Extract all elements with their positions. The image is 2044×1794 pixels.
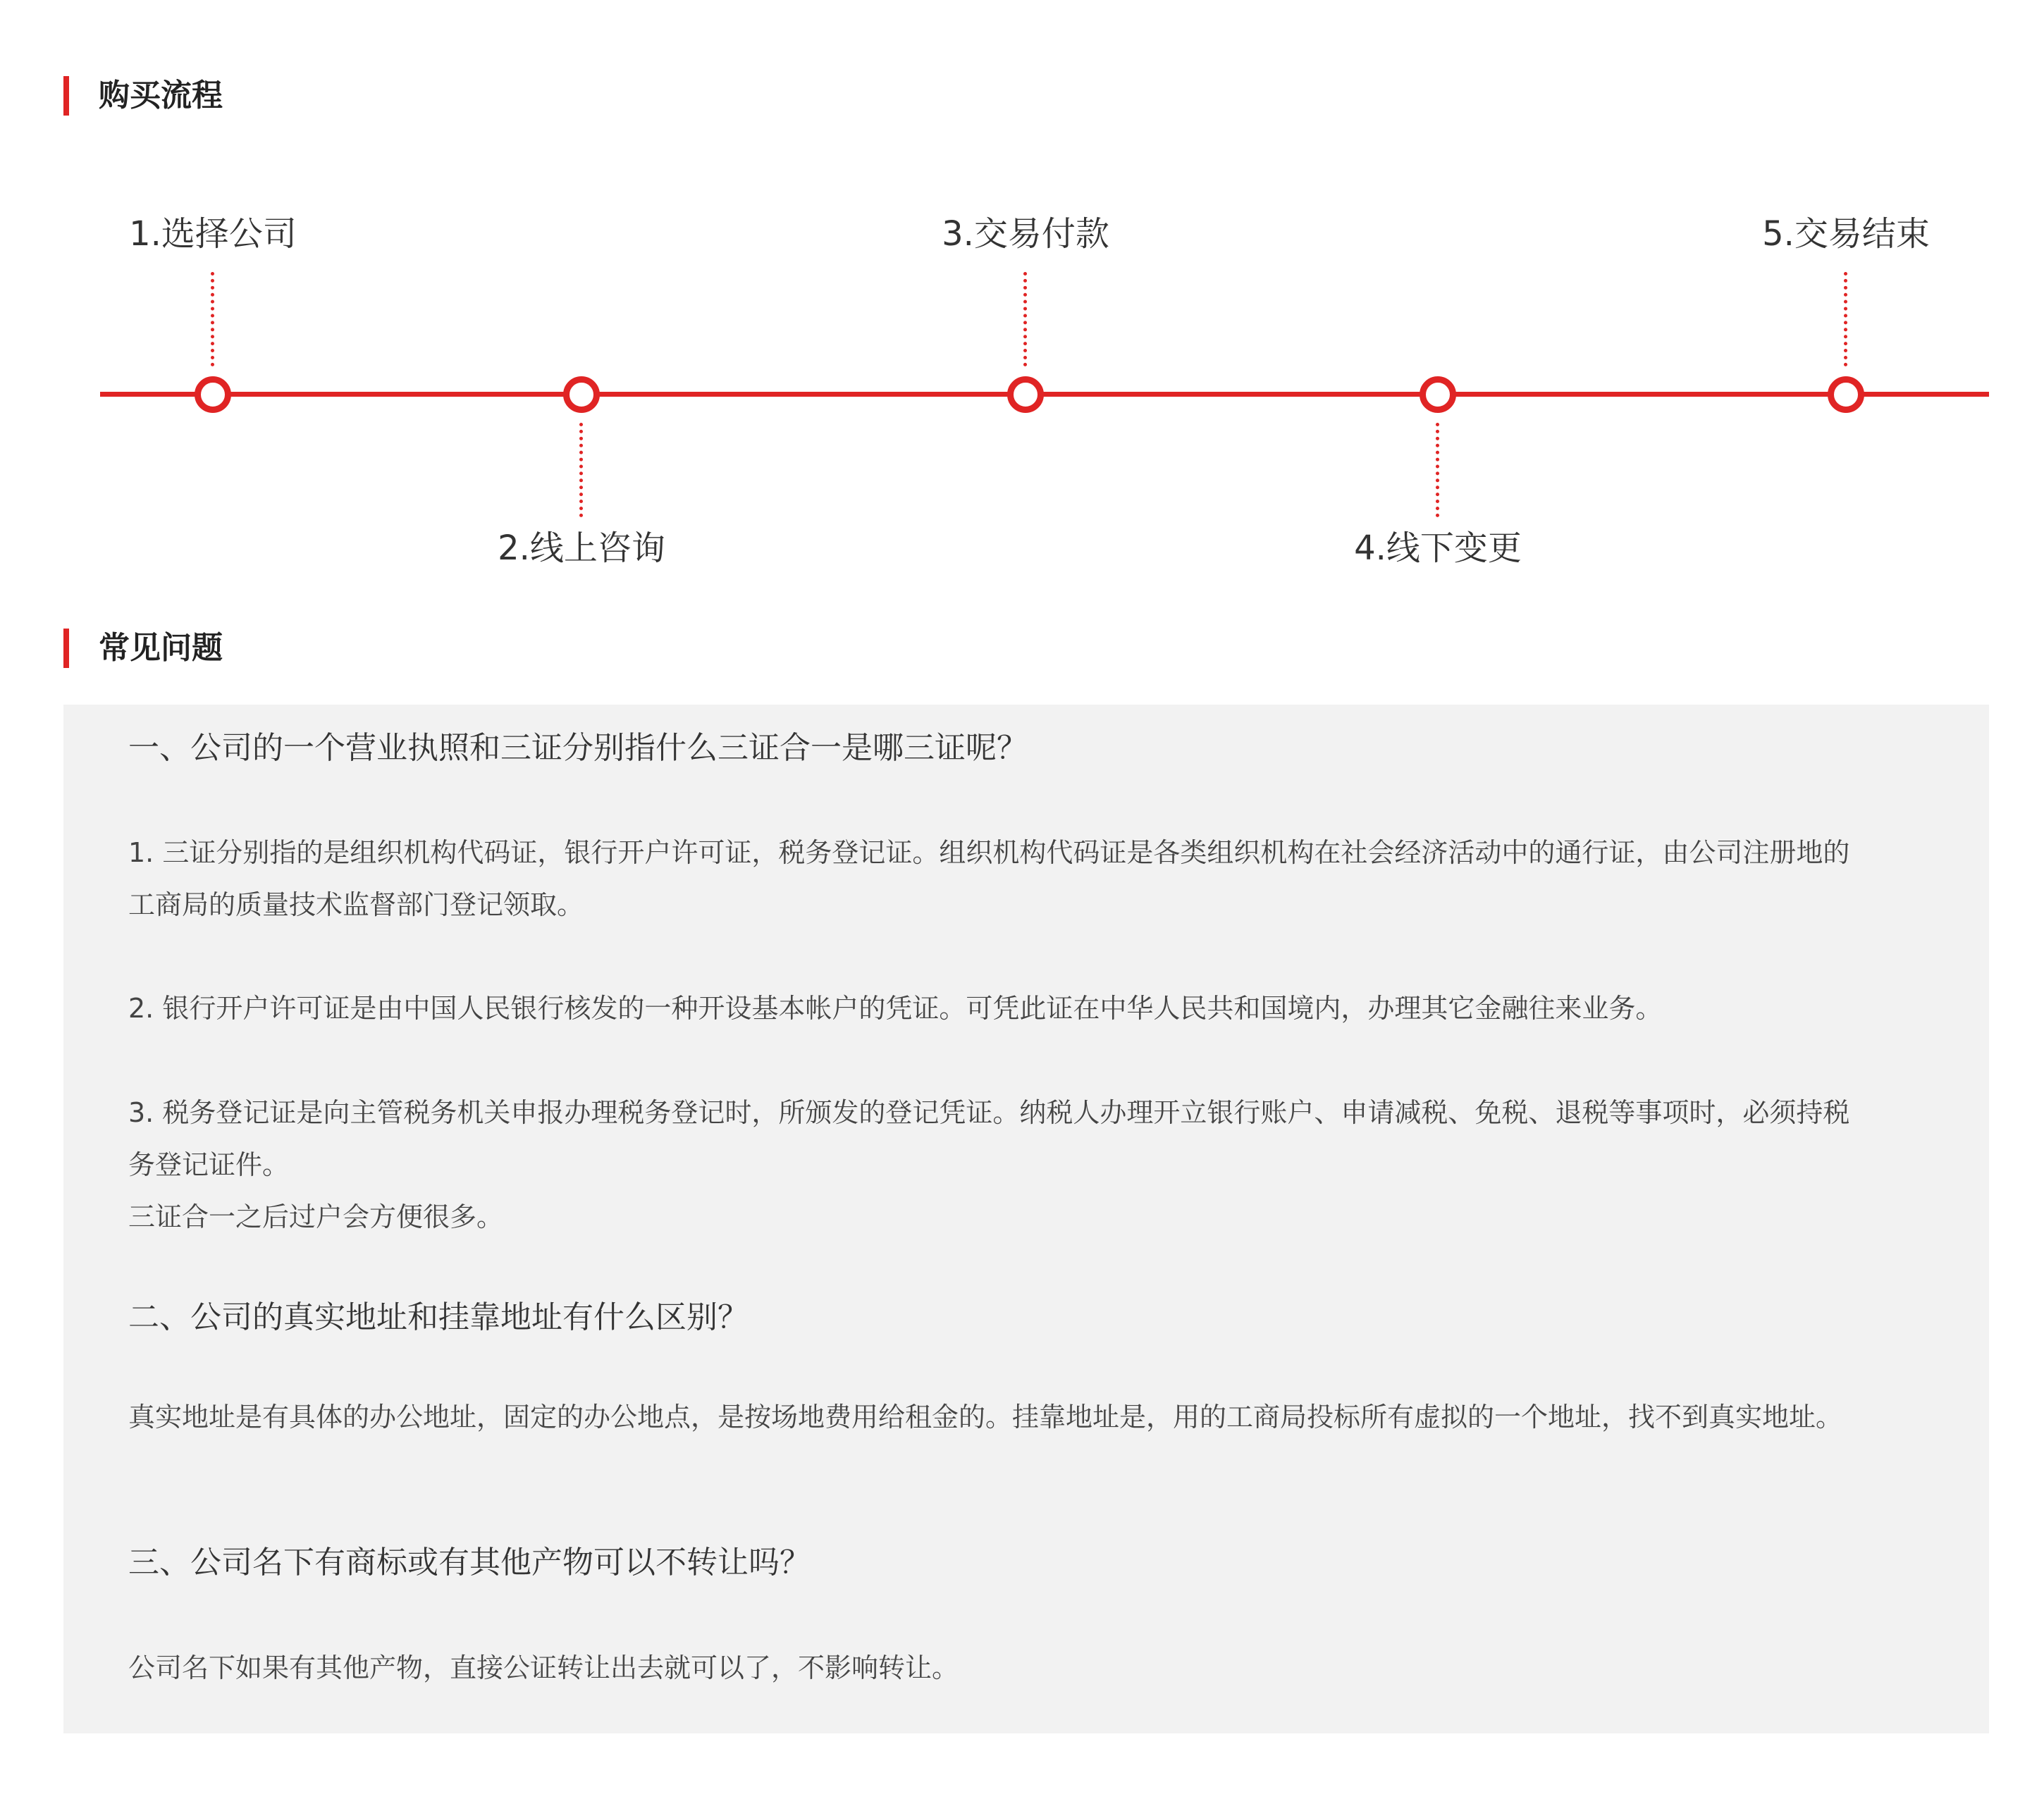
faq-answer-1-line-3: 2. 银行开户许可证是由中国人民银行核发的一种开设基本帐户的凭证。可凭此证在中华人民共和国境内，办理其它金融往来业务。: [128, 993, 1663, 1024]
step-4-node: [1420, 376, 1456, 413]
faq-question-1: 一、公司的一个营业执照和三证分别指什么三证合一是哪三证呢？: [128, 730, 1028, 766]
step-3-node: [1007, 376, 1044, 413]
faq-answer-2-line-1: 真实地址是有具体的办公地址，固定的办公地点，是按场地费用给租金的。挂靠地址是，用的工商局投标所有虚拟的一个地址，找不到真实地址。: [128, 1402, 1843, 1433]
step-2-node: [563, 376, 600, 413]
process-section-title: 购买流程: [63, 76, 223, 116]
faq-question-3: 三、公司名下有商标或有其他产物可以不转让吗？: [128, 1545, 811, 1580]
faq-answer-1-line-4: 3. 税务登记证是向主管税务机关申报办理税务登记时，所颁发的登记凭证。纳税人办理开立银行账户、申请减税、免税、退税等事项时，必须持税: [128, 1097, 1850, 1128]
step-3-label: 3.交易付款: [942, 214, 1109, 254]
step-4-connector: [1436, 423, 1439, 517]
step-2-label: 2.线上咨询: [498, 528, 665, 568]
step-1-label: 1.选择公司: [129, 214, 297, 254]
step-4-label: 4.线下变更: [1354, 528, 1522, 568]
faq-question-2: 二、公司的真实地址和挂靠地址有什么区别？: [128, 1299, 749, 1335]
step-5-node: [1828, 376, 1864, 413]
step-1-node: [195, 376, 231, 413]
faq-answer-1-line-2: 工商局的质量技术监督部门登记领取。: [128, 889, 584, 920]
faq-panel: [63, 705, 1989, 1733]
timeline-line: [100, 392, 1989, 397]
step-5-label: 5.交易结束: [1762, 214, 1930, 254]
faq-section-title: 常见问题: [63, 629, 223, 668]
step-2-connector: [579, 423, 583, 517]
step-3-connector: [1023, 272, 1027, 366]
faq-answer-1-line-5: 务登记证件。: [128, 1149, 290, 1180]
step-5-connector: [1844, 272, 1847, 366]
faq-answer-3-line-1: 公司名下如果有其他产物，直接公证转让出去就可以了，不影响转让。: [128, 1652, 959, 1683]
step-1-connector: [211, 272, 214, 366]
faq-answer-1-line-6: 三证合一之后过户会方便很多。: [128, 1201, 504, 1232]
faq-answer-1-line-1: 1. 三证分别指的是组织机构代码证，银行开户许可证，税务登记证。组织机构代码证是各类组织机构在社会经济活动中的通行证，由公司注册地的: [128, 837, 1850, 868]
